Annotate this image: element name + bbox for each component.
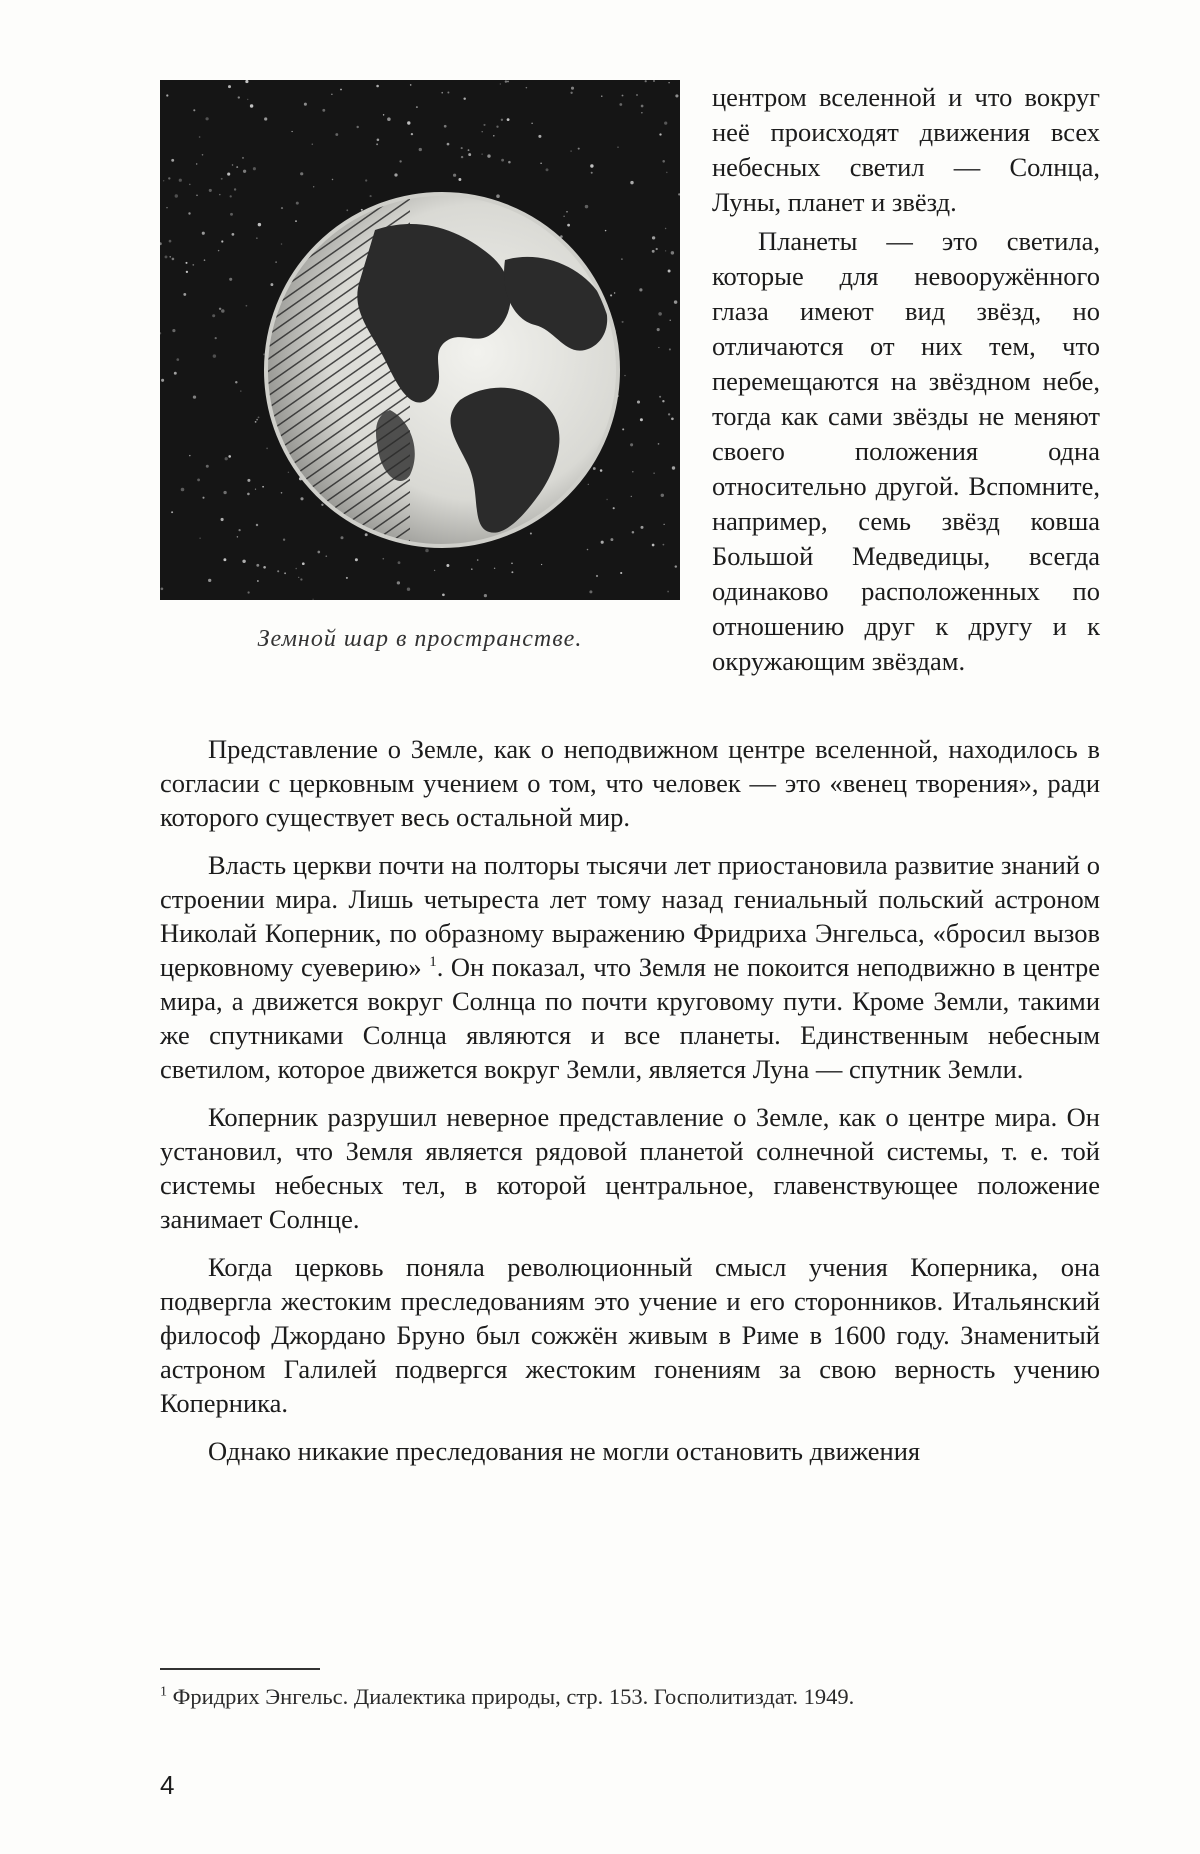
- paragraph: Представление о Земле, как о неподвижном центре вселенной, находилось в согласии с церковным учением о том, что человек — это «венец творения», ради которого существует весь остальной мир.: [160, 732, 1100, 834]
- star: [223, 558, 226, 561]
- star: [355, 558, 358, 561]
- footnote-reference: 1: [429, 954, 437, 970]
- star: [175, 194, 178, 197]
- star: [304, 103, 307, 106]
- star: [247, 591, 249, 593]
- star: [227, 173, 230, 176]
- star: [192, 264, 194, 266]
- star: [168, 177, 170, 179]
- star: [666, 172, 668, 174]
- star: [641, 112, 642, 113]
- star: [204, 259, 206, 261]
- star: [202, 232, 205, 235]
- star: [481, 153, 482, 154]
- star: [641, 526, 644, 529]
- star: [505, 80, 507, 82]
- star: [255, 421, 257, 423]
- star: [458, 178, 461, 181]
- star: [410, 84, 412, 86]
- side-text-column: [712, 80, 1100, 679]
- star: [471, 568, 473, 570]
- star: [171, 511, 173, 513]
- star: [181, 488, 185, 492]
- star: [605, 230, 606, 231]
- star: [313, 186, 314, 187]
- star: [570, 150, 572, 152]
- star: [189, 184, 191, 186]
- star: [377, 139, 380, 142]
- star: [245, 80, 248, 83]
- star: [263, 566, 266, 569]
- star: [622, 428, 624, 430]
- star: [496, 194, 500, 198]
- star: [674, 300, 677, 303]
- star: [601, 541, 604, 544]
- star: [461, 156, 463, 158]
- star: [610, 538, 613, 541]
- star: [441, 92, 443, 94]
- star: [202, 154, 204, 156]
- star: [298, 577, 299, 578]
- star: [614, 292, 615, 293]
- star: [295, 220, 297, 222]
- star: [571, 87, 574, 90]
- star: [567, 224, 570, 227]
- star: [461, 147, 463, 149]
- star: [365, 179, 367, 181]
- star: [663, 544, 665, 546]
- star: [501, 159, 504, 162]
- star: [221, 240, 223, 242]
- star: [356, 126, 358, 128]
- star: [511, 562, 513, 564]
- star: [630, 443, 633, 446]
- star: [662, 400, 664, 402]
- star: [346, 577, 348, 579]
- star: [447, 143, 450, 146]
- star: [270, 283, 273, 286]
- star: [641, 105, 644, 108]
- star: [296, 202, 299, 205]
- star: [228, 455, 231, 458]
- star: [652, 544, 655, 547]
- star: [671, 417, 674, 420]
- star: [659, 133, 661, 135]
- star: [322, 109, 325, 112]
- star: [632, 471, 634, 473]
- star: [656, 248, 658, 250]
- star: [630, 181, 633, 184]
- star: [653, 472, 654, 473]
- star: [675, 565, 677, 567]
- star: [652, 250, 655, 253]
- star: [588, 484, 589, 485]
- star: [407, 121, 410, 124]
- star: [658, 443, 660, 445]
- star: [221, 178, 223, 180]
- star: [600, 469, 603, 472]
- star: [483, 124, 485, 126]
- star: [566, 211, 568, 213]
- star: [496, 126, 498, 128]
- star: [511, 571, 513, 573]
- star: [636, 94, 638, 96]
- star: [300, 578, 302, 580]
- star: [500, 83, 501, 84]
- star: [501, 119, 503, 121]
- star: [361, 209, 363, 211]
- star: [199, 136, 201, 138]
- star: [221, 518, 224, 521]
- star: [481, 131, 482, 132]
- star: [240, 390, 241, 391]
- star: [667, 591, 669, 593]
- star: [606, 499, 607, 500]
- star: [291, 131, 292, 132]
- footnote-divider: [160, 1668, 320, 1670]
- star: [250, 104, 253, 107]
- star: [172, 258, 175, 261]
- star: [394, 173, 397, 176]
- star: [546, 168, 549, 171]
- star: [570, 92, 572, 94]
- star: [247, 99, 248, 100]
- star: [621, 258, 623, 260]
- star: [196, 163, 197, 164]
- star: [165, 255, 168, 258]
- star: [453, 174, 456, 177]
- paragraph-text: Власть церкви почти на полторы тысячи лет приостановила развитие знаний о строении мира. Лишь четыреста лет тому назад гениальный польский астроном Николай Коперник, по образному выражению Фридриха Энгельса, «бросил вызов церковному суеверию»: [160, 850, 1100, 982]
- star: [230, 213, 233, 216]
- star: [563, 216, 564, 217]
- star: [507, 81, 509, 83]
- star: [247, 479, 250, 482]
- star: [340, 89, 342, 91]
- star: [493, 135, 495, 137]
- star: [507, 118, 510, 121]
- star: [208, 579, 211, 582]
- star: [447, 92, 449, 94]
- paragraph-with-footnote: Власть церкви почти на полторы тысячи лет приостановила развитие знаний о строении мира. Лишь четыреста лет тому назад гениальный польский астроном Николай Коперник, по образному выражению Фридриха Энгельса, «бросил вызов церковному суеверию» 1. Он показал, что Земля не покоится неподвижно в центре мира, а движется вокруг Солнца по почти круговому пути. Кроме Земли, такими же спутниками Солнца являются и все планеты. Единственным небесным светилом, которое движется вокруг Земли, является Луна — спутник Земли.: [160, 848, 1100, 1086]
- star: [264, 117, 267, 120]
- star: [228, 85, 231, 88]
- star: [589, 590, 592, 593]
- star: [232, 164, 233, 165]
- star: [335, 133, 338, 136]
- star: [232, 233, 235, 236]
- star: [234, 188, 236, 190]
- star: [193, 395, 196, 398]
- star: [229, 278, 232, 281]
- star: [202, 497, 204, 499]
- star: [446, 564, 449, 567]
- star: [617, 146, 618, 147]
- star: [387, 117, 391, 121]
- star: [668, 82, 669, 83]
- star: [238, 96, 240, 98]
- star: [189, 455, 190, 456]
- star: [258, 223, 261, 226]
- star: [275, 261, 277, 263]
- star: [399, 160, 401, 162]
- star: [218, 250, 219, 251]
- star: [295, 568, 297, 570]
- star: [256, 237, 257, 238]
- star: [205, 117, 208, 120]
- star: [300, 497, 303, 500]
- star: [657, 328, 660, 331]
- side-paragraph: центром вселенной и что вокруг неё происходят движения всех небесных светил — Солнца, Луны, планет и звёзд.: [712, 80, 1100, 220]
- star: [416, 106, 418, 108]
- star: [219, 194, 220, 195]
- star: [658, 312, 662, 316]
- star: [242, 157, 244, 159]
- star: [196, 195, 198, 197]
- star: [593, 467, 596, 470]
- star: [341, 536, 344, 539]
- star: [665, 250, 666, 251]
- page-number: 4: [160, 1770, 174, 1801]
- star: [281, 243, 283, 245]
- star: [622, 95, 624, 97]
- star: [538, 135, 541, 138]
- star: [591, 172, 593, 174]
- star: [179, 179, 182, 182]
- star: [281, 207, 283, 209]
- star: [425, 549, 429, 553]
- star: [540, 163, 542, 165]
- star: [235, 381, 237, 383]
- star: [652, 236, 655, 239]
- star: [419, 148, 422, 151]
- star: [215, 337, 217, 339]
- star: [442, 593, 445, 596]
- star: [407, 588, 410, 591]
- star: [212, 314, 215, 317]
- main-text: [160, 732, 1100, 1482]
- star: [463, 97, 465, 99]
- star: [610, 294, 612, 296]
- star: [672, 466, 675, 469]
- paragraph-text-continued: Он показал, что Земля не покоится неподвижно в центре мира, а движется вокруг Солнца по почти круговому пути. Кроме Земли, такими же спутниками Солнца являются и все планеты. Единственным небесным светилом, которое движется вокруг Земли, является Луна — спутник Земли.: [160, 952, 1100, 1084]
- star: [365, 533, 368, 536]
- star: [675, 94, 678, 97]
- star: [484, 594, 487, 597]
- star: [161, 379, 164, 382]
- star: [242, 560, 245, 563]
- star: [258, 416, 260, 418]
- star: [631, 496, 632, 497]
- star: [283, 539, 285, 541]
- star: [645, 80, 647, 82]
- star: [185, 262, 187, 264]
- star: [531, 123, 532, 124]
- star: [671, 251, 674, 254]
- earth-in-space-illustration: [160, 80, 680, 600]
- star: [668, 413, 670, 415]
- star: [230, 195, 232, 197]
- star: [169, 256, 171, 258]
- star: [166, 94, 168, 96]
- star: [669, 348, 671, 350]
- star: [257, 580, 259, 582]
- star: [172, 329, 175, 332]
- star: [331, 94, 332, 95]
- star: [277, 570, 279, 572]
- paragraph: Однако никакие преследования не могли остановить движения: [160, 1434, 1100, 1468]
- star: [434, 570, 435, 571]
- star: [288, 472, 289, 473]
- star: [266, 448, 268, 450]
- star: [639, 288, 642, 291]
- star: [468, 149, 470, 151]
- star: [169, 240, 172, 243]
- star: [325, 555, 327, 557]
- star: [238, 529, 240, 531]
- star: [668, 270, 671, 273]
- star: [302, 562, 305, 565]
- star: [670, 320, 671, 321]
- star: [590, 164, 593, 167]
- star: [398, 561, 401, 564]
- star: [188, 212, 190, 214]
- star: [256, 419, 258, 421]
- star: [321, 504, 323, 506]
- star: [199, 538, 200, 539]
- star: [247, 493, 250, 496]
- star: [578, 148, 580, 150]
- star: [300, 172, 303, 175]
- star: [236, 166, 238, 168]
- star: [487, 154, 490, 157]
- star: [213, 354, 216, 357]
- star: [658, 347, 659, 348]
- star: [256, 524, 258, 526]
- star: [370, 195, 372, 197]
- star: [317, 551, 320, 554]
- star: [255, 489, 256, 490]
- star: [620, 572, 622, 574]
- star: [526, 87, 528, 89]
- star: [637, 400, 640, 403]
- star: [193, 109, 195, 111]
- star: [661, 494, 664, 497]
- star: [332, 179, 333, 180]
- star: [206, 465, 209, 468]
- paragraph: Коперник разрушил неверное представление о Земле, как о центре мира. Он установил, что Земля является рядовой планетой солнечной системы, т. е. той системы небесных тел, в которой центральное, главенствующее положение занимает Солнце.: [160, 1100, 1100, 1236]
- star: [166, 207, 168, 209]
- star: [253, 167, 256, 170]
- star: [197, 479, 200, 482]
- star: [587, 549, 589, 551]
- star: [225, 457, 228, 460]
- star: [312, 144, 313, 145]
- star: [619, 103, 622, 106]
- star: [237, 536, 238, 537]
- star: [624, 375, 625, 376]
- star: [161, 587, 164, 590]
- star: [530, 532, 532, 534]
- star: [640, 418, 643, 421]
- star: [444, 125, 447, 128]
- star: [468, 153, 471, 156]
- star: [176, 358, 179, 361]
- book-page: [160, 80, 1100, 1800]
- star: [601, 96, 602, 97]
- star: [262, 486, 264, 488]
- star: [665, 228, 666, 229]
- footnote-marker: 1: [160, 1685, 167, 1700]
- star: [284, 572, 286, 574]
- paragraph: Когда церковь поняла революционный смысл учения Коперника, она подвергла жестоким преследованиям это учение и его сторонников. Итальянский философ Джордано Бруно был сожжён живым в Риме в 1600 году. Знаменитый астроном Галилей подвергся жестоким гонениям за свою верность учению Коперника.: [160, 1250, 1100, 1420]
- star: [174, 372, 177, 375]
- figure: [160, 80, 680, 653]
- star: [585, 205, 588, 208]
- star: [221, 309, 225, 313]
- star: [171, 159, 174, 162]
- star: [477, 559, 479, 561]
- star: [383, 114, 384, 115]
- star: [659, 396, 661, 398]
- star: [376, 143, 378, 145]
- star: [346, 209, 348, 211]
- star: [541, 564, 542, 565]
- star: [596, 575, 598, 577]
- footnote-text: Фридрих Энгельс. Диалектика природы, стр. 153. Госполитиздат. 1949.: [173, 1684, 855, 1709]
- star: [653, 80, 655, 82]
- star: [163, 180, 164, 181]
- star: [246, 305, 248, 307]
- star: [256, 564, 259, 567]
- star: [209, 189, 212, 192]
- star: [223, 491, 226, 494]
- footnote: [160, 1682, 1100, 1712]
- star: [411, 133, 413, 135]
- star: [243, 170, 246, 173]
- star: [383, 558, 385, 560]
- star: [312, 599, 313, 600]
- star: [183, 293, 186, 296]
- star: [632, 531, 635, 534]
- star: [219, 308, 221, 310]
- star: [664, 524, 665, 525]
- star: [613, 507, 615, 509]
- star: [281, 492, 283, 494]
- star: [664, 122, 667, 125]
- star: [662, 160, 665, 163]
- star: [397, 581, 400, 584]
- star: [494, 568, 495, 569]
- star: [186, 271, 188, 273]
- star: [376, 85, 379, 88]
- star: [508, 161, 511, 164]
- star: [622, 321, 624, 323]
- figure-caption: Земной шар в пространстве.: [160, 626, 680, 653]
- side-paragraph: Планеты — это светила, которые для невооружённого глаза имеют вид звёзд, но отличаются от них тем, что перемещаются на звёздном небе, тогда как сами звёзды не меняют своего положения одна относительно другой. Вспомните, например, семь звёзд ковша Большой Медведицы, всегда одинаково расположенных по отношению друг к другу и к окружающим звёздам.: [712, 224, 1100, 679]
